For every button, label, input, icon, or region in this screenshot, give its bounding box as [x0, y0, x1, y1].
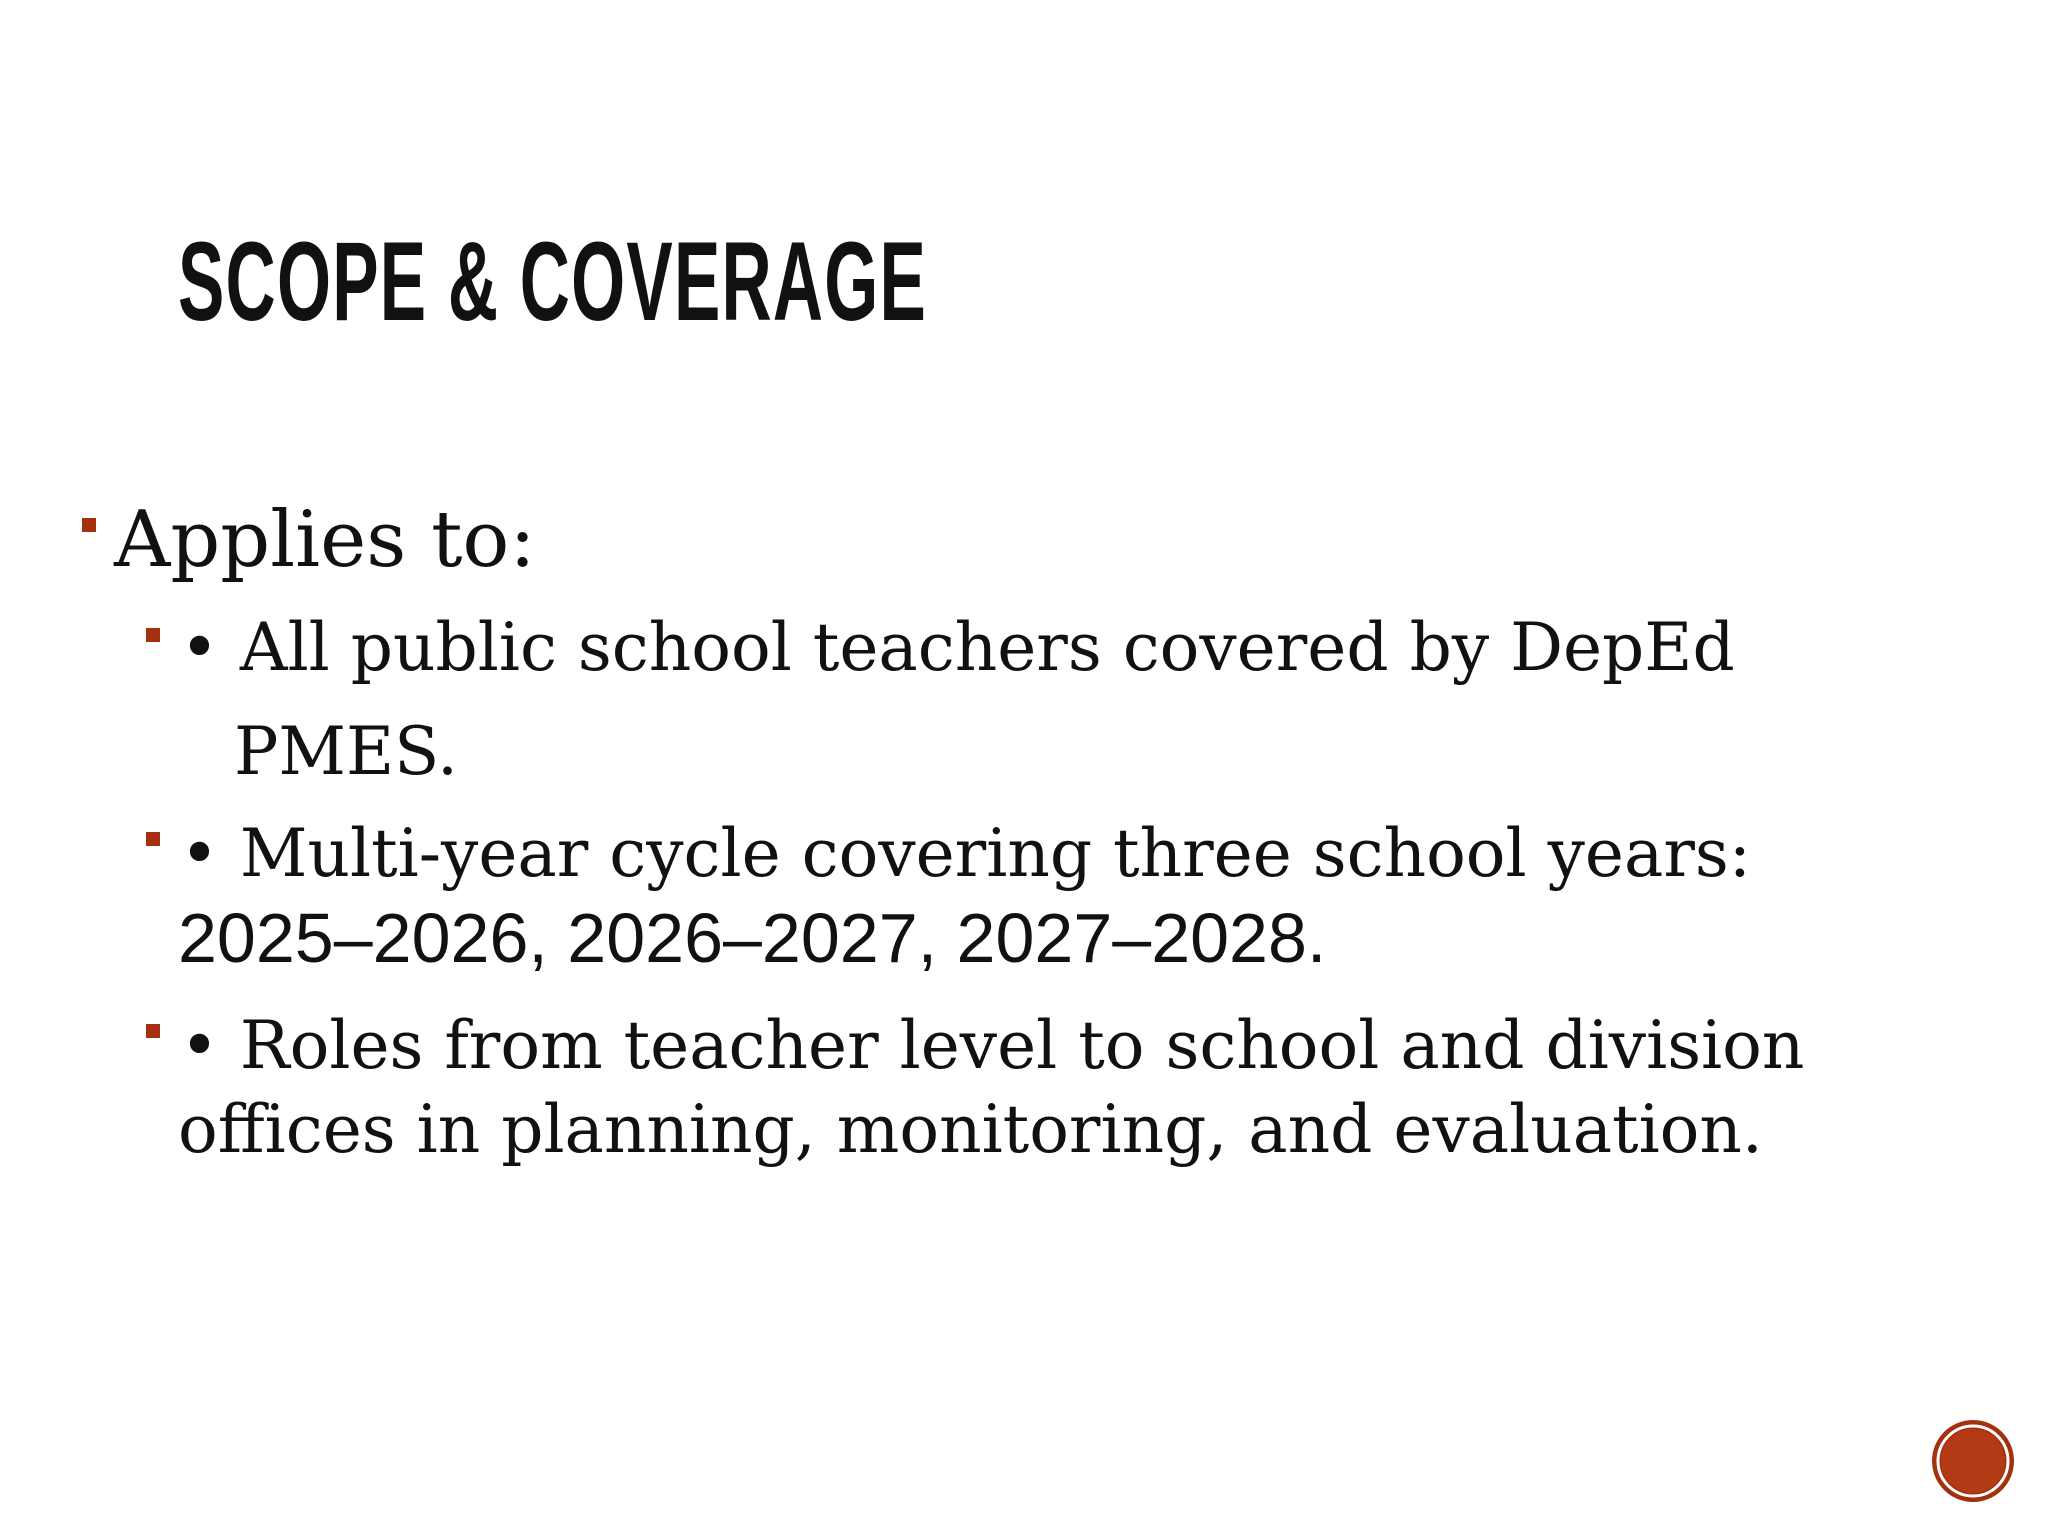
square-bullet-icon — [146, 1024, 160, 1038]
slide-title: SCOPE & COVERAGE — [178, 219, 928, 344]
square-bullet-icon — [82, 518, 96, 532]
list-item-roles-line2: offices in planning, monitoring, and evaluation. — [178, 1091, 1763, 1168]
list-item-multi-year — [180, 812, 1751, 980]
square-bullet-icon — [146, 628, 160, 642]
list-item-teachers-line1: • All public school teachers covered by DepEd — [180, 609, 1735, 686]
applies-to-label: Applies to: — [114, 495, 536, 585]
list-item-roles-line1: • Roles from teacher level to school and division — [180, 1007, 1805, 1084]
list-item-teachers-line2: PMES. — [234, 713, 459, 790]
square-bullet-icon — [146, 832, 160, 846]
circle-badge-icon — [1930, 1418, 2016, 1504]
list-item-roles — [180, 1004, 1804, 1172]
list-item-multi-year-line1: • Multi-year cycle covering three school years: — [180, 815, 1751, 892]
list-item-multi-year-line2: 2025–2026, 2026–2027, 2027–2028. — [178, 899, 1327, 977]
